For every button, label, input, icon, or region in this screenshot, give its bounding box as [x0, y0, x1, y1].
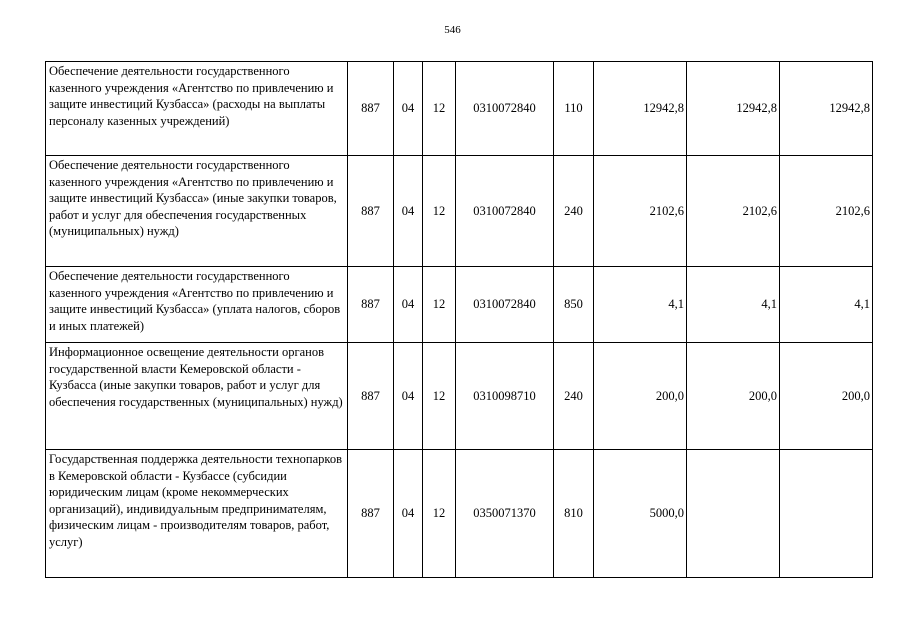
- section-code: 04: [394, 450, 423, 578]
- row-description: Обеспечение деятельности государственного казенного учреждения «Агентство по привлечению и защите инвестиций Кузбасса» (расходы на выплаты персоналу казенных учреждений): [46, 62, 348, 156]
- expense-type-code: 240: [554, 343, 594, 450]
- row-description: Обеспечение деятельности государственного казенного учреждения «Агентство по привлечению и защите инвестиций Кузбасса» (уплата налогов, сборов и иных платежей): [46, 267, 348, 343]
- table-row: [46, 62, 873, 156]
- section-code: 04: [394, 343, 423, 450]
- amount-year-1: 2102,6: [594, 156, 687, 267]
- target-article-code: 0310072840: [456, 267, 554, 343]
- expense-type-code: 240: [554, 156, 594, 267]
- amount-year-3: 12942,8: [780, 62, 873, 156]
- amount-year-3: 2102,6: [780, 156, 873, 267]
- expense-type-code: 810: [554, 450, 594, 578]
- section-code: 04: [394, 62, 423, 156]
- amount-year-2: 4,1: [687, 267, 780, 343]
- page-number: 546: [444, 24, 461, 36]
- amount-year-2: 12942,8: [687, 62, 780, 156]
- table-row: [46, 156, 873, 267]
- subsection-code: 12: [423, 267, 456, 343]
- subsection-code: 12: [423, 450, 456, 578]
- subsection-code: 12: [423, 343, 456, 450]
- amount-year-3: [780, 450, 873, 578]
- amount-year-3: 4,1: [780, 267, 873, 343]
- target-article-code: 0310072840: [456, 62, 554, 156]
- target-article-code: 0310072840: [456, 156, 554, 267]
- table-row: [46, 450, 873, 578]
- amount-year-1: 200,0: [594, 343, 687, 450]
- subsection-code: 12: [423, 156, 456, 267]
- amount-year-1: 5000,0: [594, 450, 687, 578]
- section-code: 04: [394, 156, 423, 267]
- row-description: Государственная поддержка деятельности технопарков в Кемеровской области - Кузбассе (субсидии юридическим лицам (кроме некоммерческих организаций), индивидуальным предпринимателям, физическим лицам - производителям товаров, работ, услуг): [46, 450, 348, 578]
- row-description: Информационное освещение деятельности органов государственной власти Кемеровской области - Кузбасса (иные закупки товаров, работ и услуг для обеспечения государственных (муниципальных) нужд): [46, 343, 348, 450]
- grbs-code: 887: [348, 450, 394, 578]
- amount-year-1: 4,1: [594, 267, 687, 343]
- grbs-code: 887: [348, 156, 394, 267]
- target-article-code: 0350071370: [456, 450, 554, 578]
- target-article-code: 0310098710: [456, 343, 554, 450]
- amount-year-2: 200,0: [687, 343, 780, 450]
- grbs-code: 887: [348, 267, 394, 343]
- table-row: [46, 343, 873, 450]
- subsection-code: 12: [423, 62, 456, 156]
- budget-table: [45, 61, 873, 578]
- grbs-code: 887: [348, 343, 394, 450]
- amount-year-3: 200,0: [780, 343, 873, 450]
- amount-year-2: [687, 450, 780, 578]
- amount-year-1: 12942,8: [594, 62, 687, 156]
- row-description: Обеспечение деятельности государственного казенного учреждения «Агентство по привлечению и защите инвестиций Кузбасса» (иные закупки товаров, работ и услуг для обеспечения государственных (муниципальных) нужд): [46, 156, 348, 267]
- section-code: 04: [394, 267, 423, 343]
- expense-type-code: 850: [554, 267, 594, 343]
- table-row: [46, 267, 873, 343]
- expense-type-code: 110: [554, 62, 594, 156]
- amount-year-2: 2102,6: [687, 156, 780, 267]
- grbs-code: 887: [348, 62, 394, 156]
